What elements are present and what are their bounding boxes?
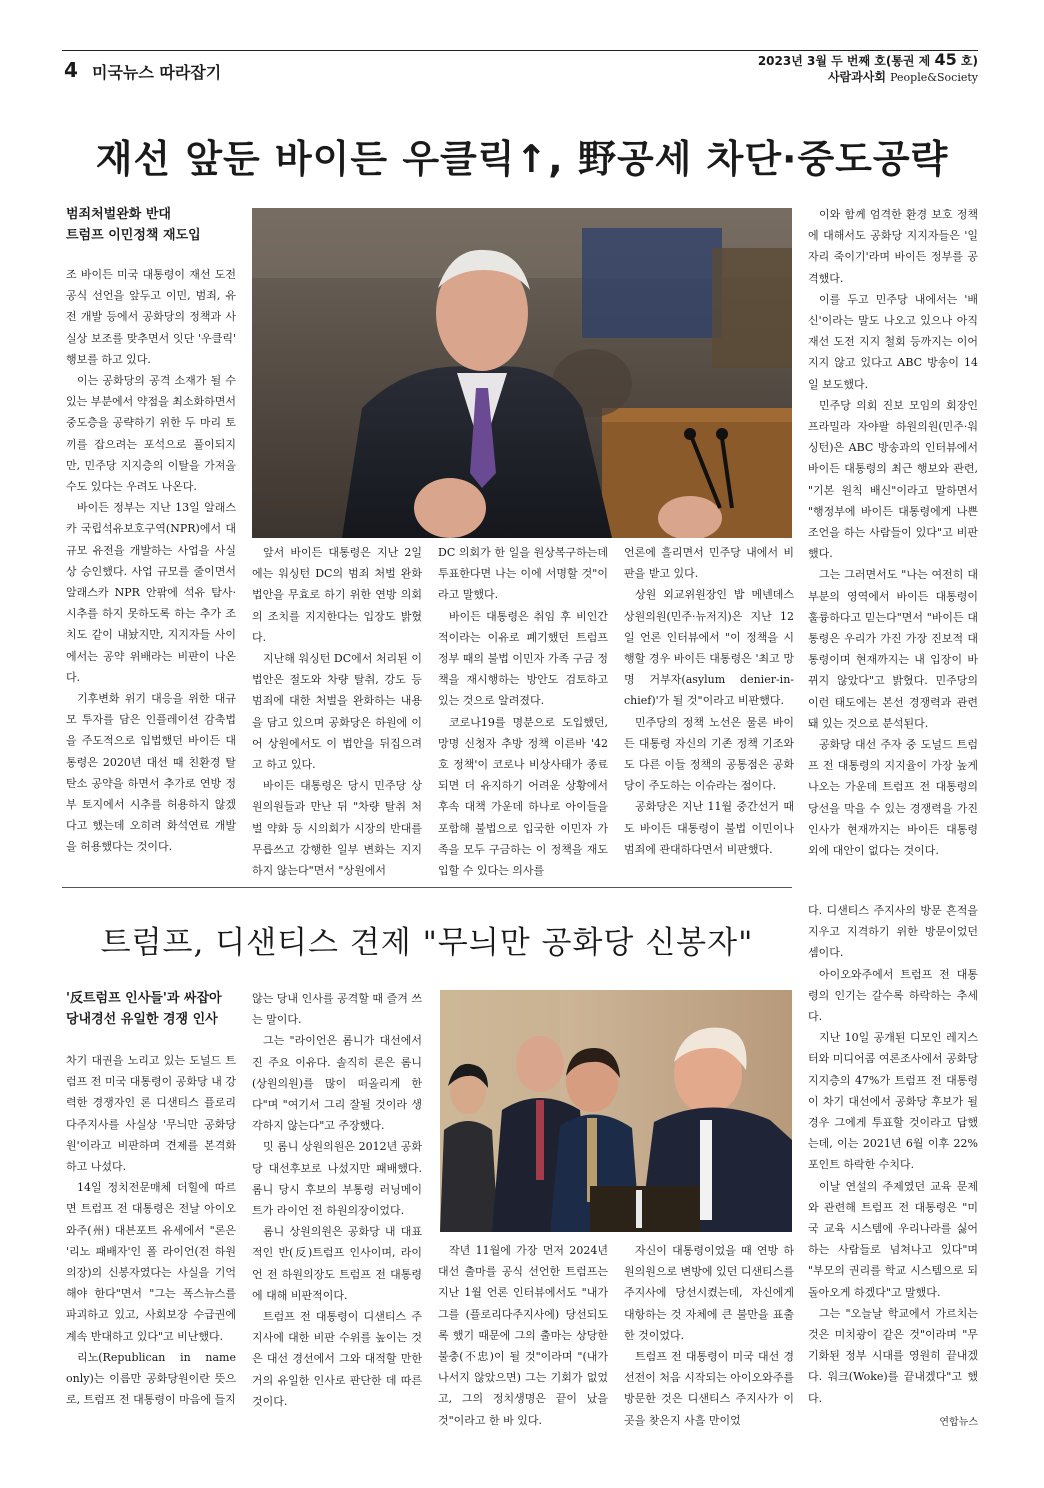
article1-headline: 재선 앞둔 바이든 우클릭↑, 野공세 차단·중도공략 bbox=[95, 137, 949, 181]
paragraph: 트럼프 전 대통령이 디샌티스 주지사에 대한 비판 수위를 높이는 것은 대선 경선에서 그와 대적할 만한 거의 유일한 인사로 판단한 데 따른 것이다. bbox=[252, 1310, 422, 1408]
paragraph: 코로나19를 명분으로 도입했던, 망명 신청자 추방 정책 이른바 '42호 정책'이 코로나 비상사태가 종료되면 더 유지하기 어려운 상황에서 후속 대책 가운데 하나로 아이들을 포함해 불법으로 입국한 이민자 가족을 모두 구금하는 이 정책을 재도입할 수 있다는 의사를 bbox=[438, 715, 608, 878]
paragraph: 그는 "라이언은 롬니가 대선에서 진 주요 이유다. 솔직히 론은 롬니(상원의원)를 많이 떠올리게 한다"며 "여기서 그리 잘될 것이라 생각하지 않는다"고 주장했다. bbox=[252, 1034, 422, 1133]
paragraph: 민주당의 정책 노선은 물론 바이든 대통령 자신의 기존 정책 기조와도 다른 이들 정책의 공통점은 공화당이 주도하는 이슈라는 점이다. bbox=[624, 715, 794, 793]
desantis-trump-meeting-image bbox=[440, 990, 792, 1232]
article1-column-3 bbox=[438, 542, 608, 879]
article1-subhead: 범죄처벌완화 반대 트럼프 이민정책 재도입 bbox=[66, 207, 201, 243]
paragraph: 공화당 대선 주자 중 도널드 트럼프 전 대통령의 지지율이 가장 높게 나오는 가운데 트럼프 전 대통령의 당선을 막을 수 있는 경쟁력을 가진 인사가 현재까지는 바이든 대통령 외에 대안이 없다는 것이다. bbox=[808, 738, 978, 858]
paragraph: 앞서 바이든 대통령은 지난 2일에는 워싱턴 DC의 범죄 처벌 완화 법안을 무효로 하기 위한 연방 의회의 조치를 지지한다는 입장도 밝혔다. bbox=[252, 546, 422, 644]
paragraph: 언론에 흘리면서 민주당 내에서 비판을 받고 있다. bbox=[624, 546, 794, 581]
news-credit: 연합뉴스 bbox=[939, 1417, 978, 1428]
article1-column-2 bbox=[252, 542, 422, 879]
paragraph: 바이든 대통령은 취임 후 비인간적이라는 이유로 폐기했던 트럼프 정부 때의 불법 이민자 가족 구금 정책을 재시행하는 방안도 검토하고 있는 것으로 알려졌다. bbox=[438, 609, 608, 708]
paragraph: 바이든 정부는 지난 13일 알래스카 국립석유보호구역(NPR)에서 대규모 유전을 개발하는 사업을 사실상 승인했다. 사업 규모를 줄이면서 알래스카 NPR 안팎에 석유 탐사·시추를 하지 못하도록 하는 추가 조치도 같이 내놨지만, 지지자들 사이에서는 공약 위배라는 비판이 나온다. bbox=[66, 501, 236, 684]
paragraph: 그는 "오늘날 학교에서 가르치는 것은 미치광이 같은 것"이라며 "무기화된 정부 시대를 영원히 끝내겠다. 워크(Woke)를 끝내겠다"고 했다. bbox=[808, 1306, 978, 1405]
article2-column-2 bbox=[252, 988, 422, 1430]
paragraph: DC 의회가 한 일을 원상복구하는데 투표한다면 나는 이에 서명할 것"이라고 말했다. bbox=[438, 546, 608, 602]
paragraph: 작년 11월에 가장 먼저 2024년 대선 출마를 공식 선언한 트럼프는 지난 1월 언론 인터뷰에서도 "내가 그를 (플로리다주지사에) 당선되도록 했기 때문에 그의 출마는 상당한 불충(不忠)이 될 것"이라며 "(내가 나서지 않았으면) 그는 기회가 없었고, 그의 정치생명은 끝이 났을 것"이라고 한 바 있다. bbox=[438, 1244, 608, 1427]
paragraph: 상원 외교위원장인 밥 메넨데스 상원의원(민주·뉴저지)은 지난 12일 언론 인터뷰에서 "이 정책을 시행할 경우 바이든 대통령은 '최고 망명 거부자(asylum denier-in-chief)'가 될 것"이라고 비판했다. bbox=[624, 588, 794, 708]
biden-speech-image bbox=[252, 208, 792, 538]
publication-name: 사람과사회 People&Society bbox=[827, 70, 978, 84]
page-number: 4 bbox=[64, 58, 78, 82]
paragraph: 자신이 대통령이었을 때 연방 하원의원으로 변방에 있던 디샌티스를 주지사에 당선시켰는데, 자신에게 대항하는 것 자체에 큰 불만을 표출한 것이었다. bbox=[624, 1244, 794, 1342]
paragraph: 지난 10일 공개된 디모인 레지스터와 미디어콤 여론조사에서 공화당 지지층의 47%가 트럼프 전 대통령이 차기 대선에서 공화당 후보가 될 경우 그에게 투표할 것이라고 답했는데, 이는 2021년 6월 이후 22%포인트 하락한 수치다. bbox=[808, 1031, 978, 1172]
paragraph: 조 바이든 미국 대통령이 재선 도전 공식 선언을 앞두고 이민, 범죄, 유전 개발 등에서 공화당의 정책과 사실상 보조를 맞추면서 잇단 '우클릭' 행보를 하고 있다. bbox=[66, 268, 236, 366]
paragraph: 이와 함께 엄격한 환경 보호 정책에 대해서도 공화당 지지자들은 '일자리 죽이기'라며 바이든 정부를 공격했다. bbox=[808, 208, 978, 285]
issue-line: 2023년 3월 두 번째 호(통권 제 45 호) bbox=[757, 50, 978, 69]
paragraph: 다. 디샌티스 주지사의 방문 흔적을 지우고 지격하기 위한 방문이었던 셈이다. bbox=[808, 904, 978, 960]
paragraph: 아이오와주에서 트럼프 전 대통령의 인기는 갈수록 하락하는 추세다. bbox=[808, 967, 978, 1024]
article1-column-1 bbox=[66, 264, 236, 879]
article2-headline: 트럼프, 디샌티스 견제 "무늬만 공화당 신봉자" bbox=[100, 925, 754, 961]
article2-column-4 bbox=[624, 1240, 794, 1430]
issue-number: 45 bbox=[934, 50, 957, 69]
paragraph: 기후변화 위기 대응을 위한 대규모 투자를 담은 인플레이션 감축법을 주도적으로 입법했던 바이든 대통령은 2020년 대선 때 친환경 탈탄소 공약을 하면서 추가로 연방 정부 토지에서 시추를 허용하지 않겠다고 했는데 오히려 화석연료 개발을 허용했다는 것이다. bbox=[66, 692, 236, 854]
article1-photo bbox=[252, 208, 792, 538]
paragraph: 이는 공화당의 공격 소재가 될 수 있는 부분에서 약점을 최소화하면서 중도층을 공략하기 위한 두 마리 토끼를 잡으려는 포석으로 풀이되지만, 민주당 지지층의 이탈을 가져올 수도 있다는 우려도 나온다. bbox=[66, 374, 236, 494]
paragraph: 이를 두고 민주당 내에서는 '배신'이라는 말도 나오고 있으나 아직 재선 도전 지지 철회 등까지는 이어지지 않고 있다고 ABC 방송이 14일 보도했다. bbox=[808, 292, 978, 391]
paragraph: 그는 그러면서도 "나는 여전히 대부분의 영역에서 바이든 대통령이 훌륭하다고 믿는다"면서 "바이든 대통령은 우리가 가진 가장 진보적 대통령이며 현재까지는 내 입장이 바뀌지 않았다"고 밝혔다. 민주당의 이런 태도에는 본선 경쟁력과 관련돼 있는 것으로 분석된다. bbox=[808, 568, 978, 730]
section-title: 미국뉴스 따라잡기 bbox=[92, 63, 222, 82]
paragraph: 지난해 워싱턴 DC에서 처리된 이 법안은 절도와 차량 탈취, 강도 등 범죄에 대한 처벌을 완화하는 내용을 담고 있으며 공화당은 하원에 이어 상원에서도 이 법안을 뒤집으려고 하고 있다. bbox=[252, 652, 422, 772]
paragraph: 14일 정치전문매체 더힐에 따르면 트럼프 전 대통령은 전날 아이오와주(州) 대븐포트 유세에서 "론은 '리노 패배자'인 폴 라이언(전 하원의장)의 신봉자였다는 사실을 기억해야 한다"면서 "그는 폭스뉴스를 파괴하고 있고, 사회보장 수급권에 계속 반대하고 있다"고 비난했다. bbox=[66, 1181, 236, 1343]
paragraph: 바이든 대통령은 당시 민주당 상원의원들과 만난 뒤 "차량 탈취 처벌 약화 등 시의회가 시장의 반대를 무릅쓰고 강행한 일부 변화는 지지하지 않는다"면서 "상원에서 bbox=[252, 779, 422, 878]
article1-column-4 bbox=[624, 542, 794, 879]
paragraph: 트럼프 전 대통령이 미국 대선 경선전이 처음 시작되는 아이오와주를 방문한 것은 디샌티스 주지사가 이 곳을 찾은지 사흘 만이었 bbox=[624, 1350, 794, 1427]
article-divider bbox=[62, 887, 792, 888]
paragraph: 롬니 상원의원은 공화당 내 대표적인 반(反)트럼프 인사이며, 라이언 전 하원의장도 트럼프 전 대통령에 대해 비판적이다. bbox=[252, 1225, 422, 1302]
paragraph: 않는 당내 인사를 공격할 때 즐겨 쓰는 말이다. bbox=[252, 992, 422, 1027]
article2-column-5 bbox=[808, 900, 978, 1408]
paragraph: 민주당 의회 진보 모임의 회장인 프라밀라 자야팔 하원의원(민주·워싱턴)은 ABC 방송과의 인터뷰에서 바이든 대통령의 최근 행보와 관련, "기본 원칙 배신"이라고 말하면서 "행정부에 바이든 대통령에게 나쁜 조언을 하는 사람들이 있다"고 비판했다. bbox=[808, 398, 978, 561]
paragraph: 차기 대권을 노리고 있는 도널드 트럼프 전 미국 대통령이 공화당 내 강력한 경쟁자인 론 디샌티스 플로리다주지사를 사실상 '무늬만 공화당원'이라고 비판하며 견제를 본격화하고 나섰다. bbox=[66, 1054, 236, 1174]
article2-column-1 bbox=[66, 1050, 236, 1430]
header-rule bbox=[62, 50, 978, 51]
article1-column-5 bbox=[808, 204, 978, 879]
paragraph: 공화당은 지난 11월 중간선거 때도 바이든 대통령이 불법 이민이나 범죄에 관대하다면서 비판했다. bbox=[624, 800, 794, 856]
paragraph: 밋 롬니 상원의원은 2012년 공화당 대선후보로 나섰지만 패배했다. 롬니 당시 후보의 부통령 러닝메이트가 라이언 전 하원의장이었다. bbox=[252, 1140, 422, 1218]
paragraph: 이날 연설의 주제였던 교육 문제와 관련해 트럼프 전 대통령은 "미국 교육 시스템에 우리나라를 싫어하는 사람들로 넘쳐나고 있다"며 "부모의 권리를 학교 시스템으로 되돌아오게 하겠다"고 말했다. bbox=[808, 1179, 978, 1299]
article2-column-3 bbox=[438, 1240, 608, 1430]
article2-subhead: '反트럼프 인사들'과 싸잡아 당내경선 유일한 경쟁 인사 bbox=[66, 991, 222, 1027]
article2-photo bbox=[440, 990, 792, 1232]
issue-info bbox=[758, 52, 978, 86]
paragraph: 리노(Republican in name only)는 이름만 공화당원이란 뜻으로, 트럼프 전 대통령이 마음에 들지 bbox=[66, 1350, 236, 1407]
